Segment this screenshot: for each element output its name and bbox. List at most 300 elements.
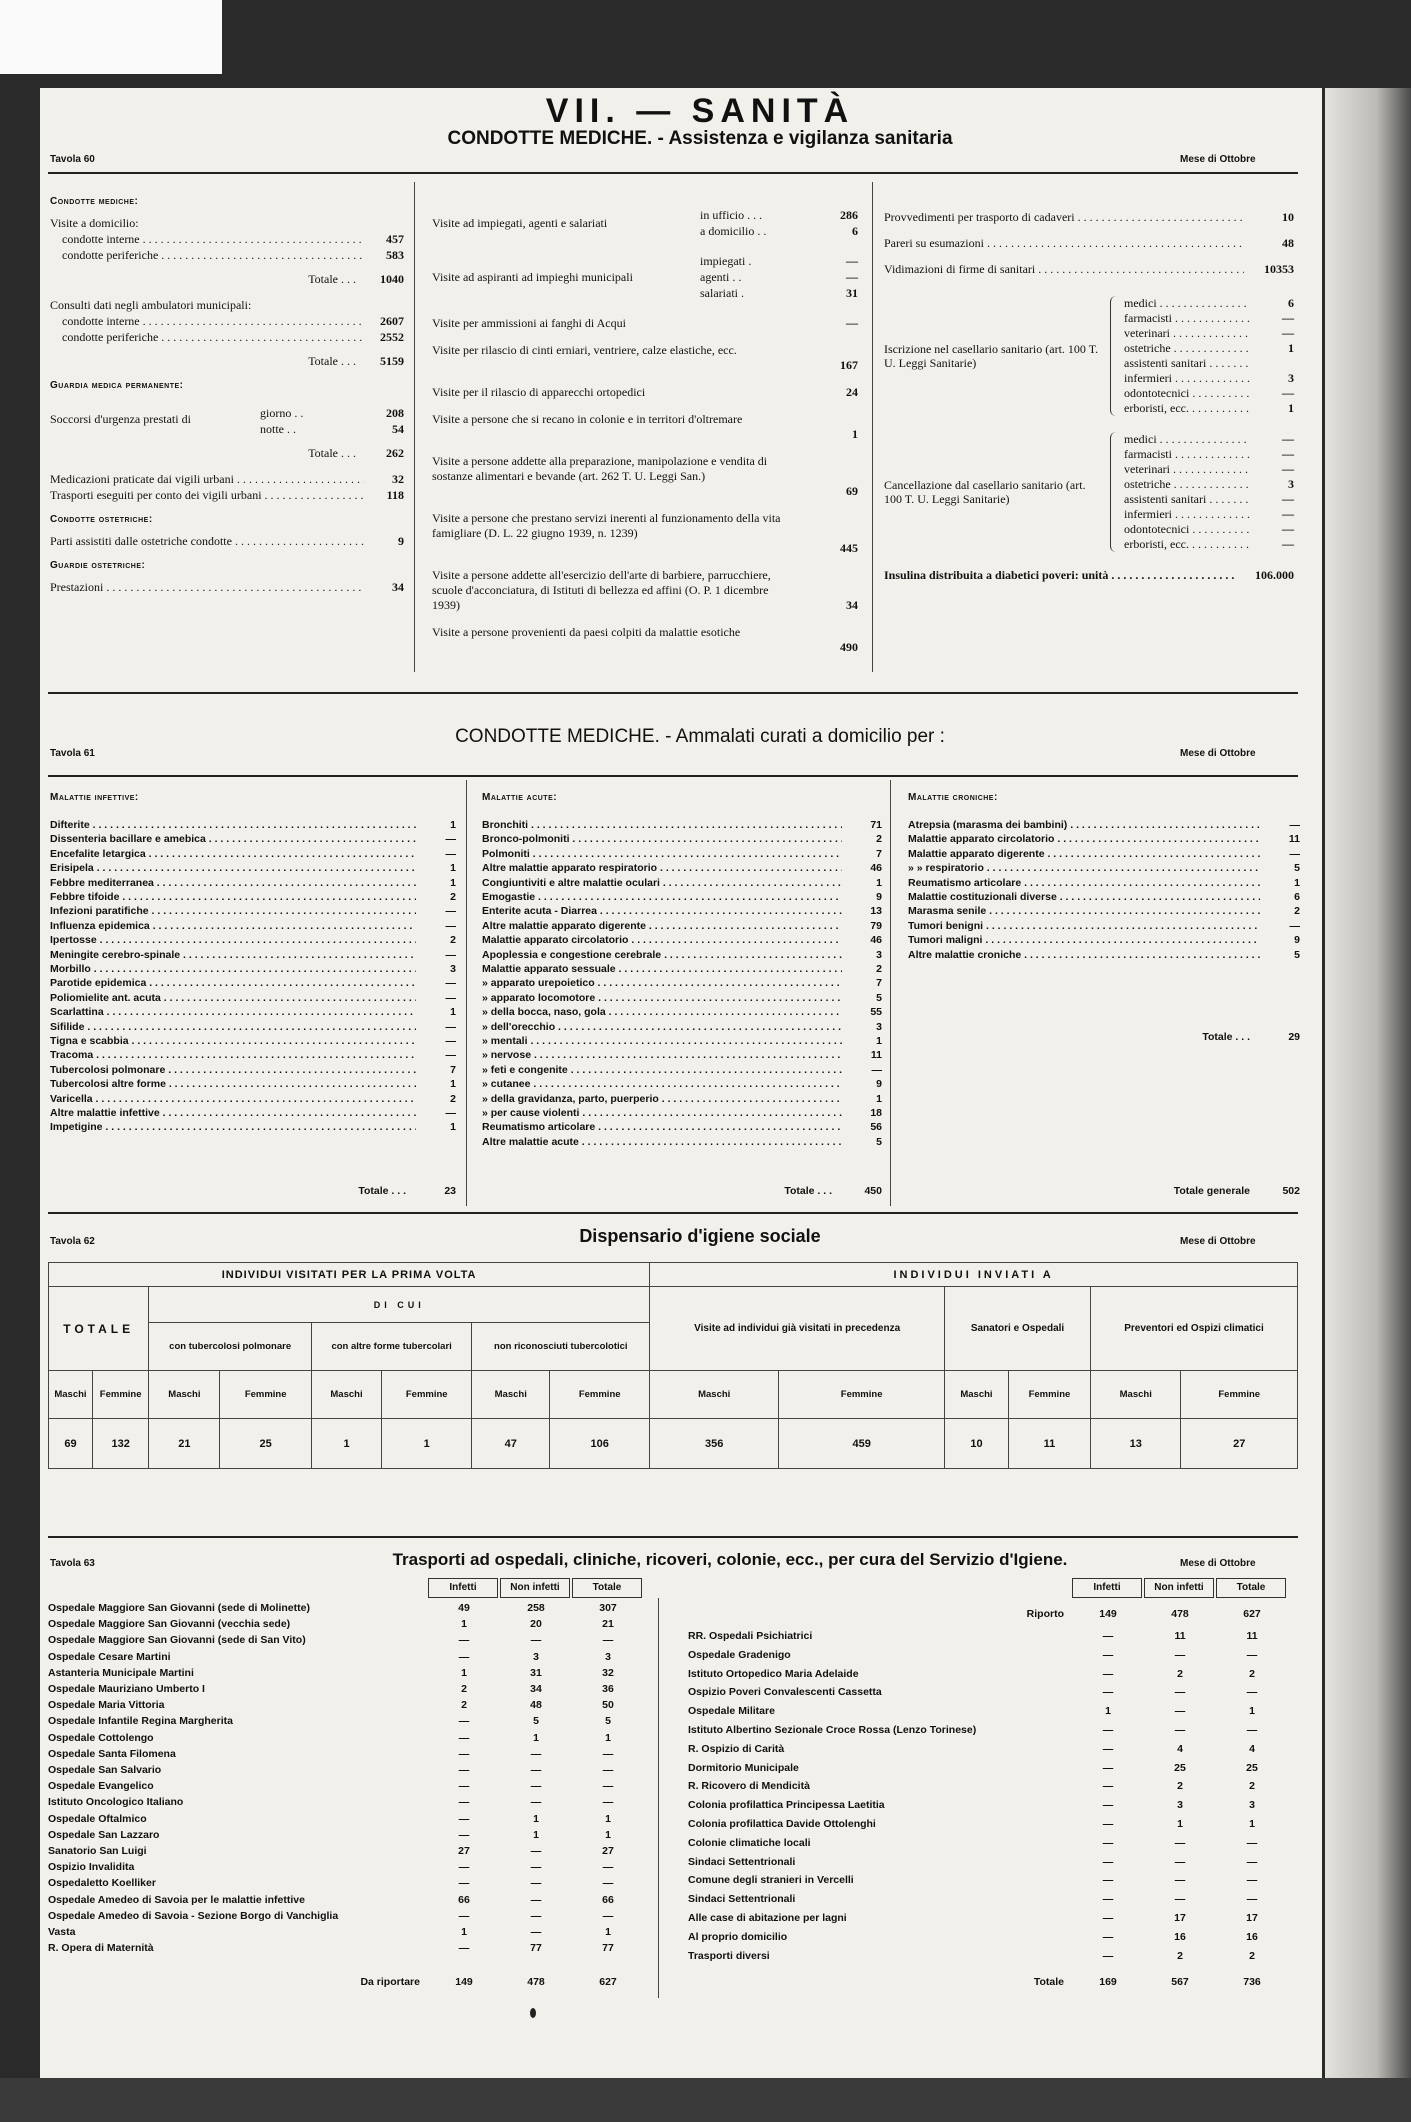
transport-count: 27 [602, 1845, 614, 1857]
spacer [1048, 1649, 1072, 1661]
disease-count: 11 [1288, 833, 1300, 846]
sex-header: Femmine [1181, 1371, 1298, 1419]
sex-header: Maschi [149, 1371, 220, 1419]
transport-count: — [1102, 1836, 1114, 1849]
disease-name: Congiuntiviti e altre malattie oculari . . . [482, 876, 842, 890]
transport-row [48, 1699, 644, 1711]
total-row [50, 354, 404, 368]
row-value: — [1282, 522, 1294, 536]
disease-name: Febbre mediterranea . . . [50, 876, 416, 890]
disease-name: Atrepsia (marasma dei bambini) . . . [908, 818, 1260, 832]
grand-total-value: 502 [1282, 1185, 1300, 1197]
transport-count: 2 [461, 1699, 467, 1712]
data-row [62, 314, 404, 328]
column-heading: Malattie acute: [482, 792, 558, 803]
transport-row [688, 1743, 1288, 1755]
disease-count: — [871, 1063, 882, 1076]
disease-count: 7 [450, 1063, 456, 1076]
transport-count: 77 [530, 1942, 542, 1955]
row-value: 10 [1282, 210, 1294, 224]
transport-row [688, 1856, 1288, 1868]
row-label: Parti assistiti dalle ostetriche condotte . . . . . [50, 534, 364, 548]
transport-count: 2 [1177, 1667, 1183, 1680]
disease-name: Infezioni paratifiche . . . [50, 904, 416, 918]
disease-name: » cutanee . . . [482, 1077, 842, 1091]
transport-count: 2 [1177, 1949, 1183, 1962]
table60-month: Mese di Ottobre [1180, 154, 1256, 165]
spacer [378, 1699, 428, 1711]
grand-total-label: Totale generale [1173, 1185, 1250, 1197]
transport-count: 1 [461, 1666, 467, 1679]
header-inviati: INDIVIDUI INVIATI A [650, 1263, 1298, 1287]
transport-count: 11 [1174, 1630, 1186, 1642]
transport-row [688, 1931, 1288, 1943]
data-row [50, 580, 404, 594]
total-value: 1040 [380, 272, 404, 286]
disease-row [482, 1106, 882, 1120]
disease-row [908, 933, 1300, 947]
transport-row [48, 1748, 644, 1760]
disease-row [482, 933, 882, 947]
spacer [1064, 1976, 1072, 1988]
transport-count: 1 [1249, 1818, 1255, 1830]
disease-row [50, 962, 456, 976]
disease-row [50, 876, 456, 890]
transport-count: — [602, 1909, 614, 1922]
column-heading: Malattie croniche: [908, 792, 998, 803]
grand-total-row [908, 1184, 1300, 1198]
row-value: 457 [386, 232, 404, 246]
transport-count: — [530, 1796, 542, 1809]
table60-col2 [432, 208, 862, 678]
disease-row [482, 1020, 882, 1034]
transport-count: 2 [1177, 1780, 1183, 1793]
spacer [1048, 1837, 1072, 1849]
transport-count: — [530, 1845, 542, 1857]
spacer [1048, 1912, 1072, 1924]
transport-count: — [1246, 1836, 1258, 1849]
transport-count: 258 [527, 1602, 545, 1614]
row-label: odontotecnici . . . [1124, 386, 1250, 400]
transport-count: 4 [1177, 1742, 1183, 1755]
disease-name: Tumori benigni . . . [908, 919, 1260, 933]
disease-row [908, 919, 1300, 933]
transport-count: 66 [458, 1893, 470, 1906]
transport-row [48, 1618, 644, 1630]
transport-row [48, 1796, 644, 1808]
transport-count: 5 [605, 1715, 611, 1728]
total-row [482, 1184, 882, 1198]
data-row [884, 210, 1294, 224]
scan-bottom-edge [0, 2078, 1411, 2122]
transport-count: 25 [1246, 1761, 1258, 1774]
visit-value: — [846, 270, 858, 284]
disease-row [482, 818, 882, 832]
disease-row [482, 919, 882, 933]
total-count: 149 [1099, 1608, 1117, 1620]
disease-name: » dell'orecchio . . . [482, 1020, 842, 1034]
disease-name: Febbre tifoide . . . [50, 890, 416, 904]
row-value: 34 [392, 580, 404, 594]
transport-count: — [602, 1861, 614, 1874]
disease-row [908, 818, 1300, 832]
disease-count: 7 [876, 977, 882, 990]
transport-row [48, 1732, 644, 1744]
total-value: 5159 [380, 354, 404, 368]
transport-row [688, 1668, 1288, 1680]
count-cell: 21 [149, 1419, 220, 1469]
total-row [748, 1608, 1288, 1620]
row-label: assistenti sanitari . . . [1124, 356, 1250, 370]
transport-count: — [602, 1796, 614, 1809]
transport-row [48, 1845, 644, 1857]
disease-name: » apparato urepoietico . . . [482, 976, 842, 990]
transport-count: 27 [458, 1845, 470, 1857]
row-label: Prestazioni . . . [50, 580, 364, 594]
transport-count: — [1102, 1742, 1114, 1755]
total-count: 736 [1243, 1976, 1261, 1988]
row-label: odontotecnici . . . [1124, 522, 1250, 536]
disease-name: Scarlattina . . . [50, 1005, 416, 1019]
row-label: infermieri . . . [1124, 371, 1250, 385]
disease-count: 3 [450, 963, 456, 975]
disease-count: — [1289, 919, 1300, 932]
spacer [1048, 1950, 1072, 1962]
row-label: Insulina distribuita a diabetici poveri: unità . . . [884, 568, 1234, 582]
spacer [378, 1796, 428, 1808]
disease-count: 1 [876, 1092, 882, 1105]
disease-count: 46 [870, 934, 882, 947]
header-non-tbc: non riconosciuti tubercolotici [472, 1323, 650, 1371]
total-count: 627 [599, 1976, 617, 1988]
visit-value: 1 [852, 427, 858, 441]
disease-name: Malattie costituzionali diverse . . . [908, 890, 1260, 904]
insulina-row [884, 568, 1294, 582]
sex-header: Maschi [311, 1371, 381, 1419]
row-value: 1 [1288, 401, 1294, 415]
data-row [1124, 477, 1294, 491]
visit-value: 445 [840, 541, 858, 555]
disease-name: Reumatismo articolare . . . [908, 876, 1260, 890]
row-label: Visite a domicilio: [50, 216, 139, 230]
disease-name: Enterite acuta - Diarrea . . . [482, 904, 842, 918]
visit-value: 31 [846, 286, 858, 300]
transport-count: 34 [530, 1683, 542, 1695]
disease-count: — [445, 977, 456, 990]
visit-value: 6 [852, 224, 858, 238]
transport-count: — [530, 1926, 542, 1938]
data-row [1124, 386, 1294, 400]
header-dicui: DI CUI [149, 1287, 650, 1323]
transport-row [688, 1630, 1288, 1642]
transport-count: — [458, 1747, 470, 1760]
count-cell: 10 [945, 1419, 1009, 1469]
disease-name: Erisipela . . . [50, 861, 416, 875]
transport-count: 5 [533, 1715, 539, 1728]
transport-count: — [1174, 1855, 1186, 1868]
row-value: 9 [398, 534, 404, 548]
row-label: Pareri su esumazioni . . . [884, 236, 1244, 250]
disease-row [482, 1077, 882, 1091]
spacer [378, 1942, 428, 1954]
visit-value: 286 [840, 208, 858, 222]
header-visitati: INDIVIDUI VISITATI PER LA PRIMA VOLTA [49, 1263, 650, 1287]
disease-name: Marasma senile . . . [908, 904, 1260, 918]
visit-label: Visite per ammissioni ai fanghi di Acqui [432, 316, 626, 330]
transport-count: 3 [533, 1650, 539, 1663]
count-cell: 47 [472, 1419, 550, 1469]
total-label: Totale . . . [358, 1185, 406, 1197]
row-label: giorno . . [260, 406, 304, 420]
total-row [908, 1030, 1300, 1044]
row-label: infermieri . . . [1124, 507, 1250, 521]
transport-row [48, 1634, 644, 1646]
visit-sub-label: agenti . . [700, 270, 742, 284]
disease-count: 2 [1294, 905, 1300, 918]
spacer [378, 1651, 428, 1663]
disease-count: 1 [450, 1006, 456, 1019]
destination-name: Ospedale Maggiore San Giovanni (sede di San Vito) [48, 1634, 306, 1647]
column-header: Non infetti [500, 1578, 570, 1598]
table63-number: Tavola 63 [50, 1558, 95, 1569]
disease-name: » nervose . . . [482, 1048, 842, 1062]
spacer [1048, 1705, 1072, 1717]
destination-name: Sindaci Settentrionali [688, 1855, 796, 1868]
transport-count: 1 [1177, 1818, 1183, 1830]
visit-label: Visite a persone che si recano in colonie e in territori d'oltremare [432, 412, 743, 426]
disease-name: Difterite . . . [50, 818, 416, 832]
visit-sub-label: salariati . [700, 286, 744, 300]
count-cell: 356 [650, 1419, 779, 1469]
transport-count: 1 [533, 1731, 539, 1744]
col-divider [414, 182, 415, 672]
disease-name: Varicella . . . [50, 1092, 416, 1106]
row-label: Vidimazioni di firme di sanitari . . . [884, 262, 1244, 276]
transport-count: — [1246, 1648, 1258, 1661]
casellario-label: Cancellazione dal casellario sanitario (art. 100 T. U. Leggi Sanitarie) [884, 478, 1086, 506]
disease-row [908, 876, 1300, 890]
spacer [378, 1602, 428, 1614]
transport-count: 1 [533, 1828, 539, 1841]
disease-row [50, 948, 456, 962]
row-value: — [1282, 326, 1294, 340]
disease-row [50, 976, 456, 990]
disease-count: 2 [450, 1092, 456, 1105]
transport-count: — [458, 1650, 470, 1663]
transport-row [688, 1874, 1288, 1886]
total-count: 169 [1099, 1976, 1117, 1988]
disease-name: Ipertosse . . . [50, 933, 416, 947]
row-value: 54 [392, 422, 404, 436]
destination-name: Ospedale Gradenigo [688, 1648, 791, 1661]
disease-count: 2 [876, 833, 882, 846]
spacer [1064, 1608, 1072, 1620]
disease-name: Bronchiti . . . [482, 818, 842, 832]
disease-count: 3 [876, 1020, 882, 1033]
disease-row [482, 1063, 882, 1077]
disease-count: 56 [870, 1121, 882, 1134]
col-divider [872, 182, 873, 672]
transport-row [48, 1861, 644, 1873]
transport-count: — [1102, 1799, 1114, 1812]
data-row [1124, 371, 1294, 385]
row-value: — [1282, 507, 1294, 521]
disease-count: 1 [1294, 876, 1300, 889]
transport-count: 1 [605, 1731, 611, 1744]
table61-number: Tavola 61 [50, 748, 95, 759]
table60-title: CONDOTTE MEDICHE. - Assistenza e vigilanza sanitaria [447, 128, 953, 149]
transport-count: — [602, 1634, 614, 1647]
spacer [378, 1715, 428, 1727]
brace [1110, 432, 1119, 552]
transport-count: — [1246, 1724, 1258, 1736]
spacer [1048, 1780, 1072, 1792]
spacer [378, 1910, 428, 1922]
disease-name: » della gravidanza, parto, puerperio . . . [482, 1092, 842, 1106]
destination-name: Ospedale Mauriziano Umberto I [48, 1683, 205, 1695]
disease-count: 18 [870, 1107, 882, 1119]
total-row [50, 446, 404, 460]
total-value: 23 [444, 1185, 456, 1197]
disease-count: — [1289, 819, 1300, 831]
disease-row [482, 962, 882, 976]
table63 [48, 1578, 1300, 1998]
transport-row [48, 1813, 644, 1825]
row-label: notte . . [260, 422, 296, 436]
disease-row [50, 919, 456, 933]
data-row [1124, 326, 1294, 340]
visit-value: 34 [846, 598, 858, 612]
divider [48, 172, 1298, 174]
destination-name: Colonia profilattica Principessa Laetitia [688, 1799, 885, 1812]
visit-label: Visite a persone addette all'esercizio dell'arte di barbiere, parrucchiere, scuole d'acconciatura, di Istituti di bellezza ed affini (O. P. 1 dicembre 1939) [432, 568, 771, 612]
row-value: 106.000 [1255, 568, 1294, 582]
transport-count: — [530, 1877, 542, 1890]
table61-title: CONDOTTE MEDICHE. - Ammalati curati a domicilio per : [455, 726, 945, 747]
destination-name: R. Ricovero di Mendicità [688, 1780, 810, 1793]
disease-row [50, 1005, 456, 1019]
row-value: 118 [386, 488, 404, 502]
disease-row [908, 948, 1300, 962]
row-value: 32 [392, 472, 404, 486]
disease-row [482, 1120, 882, 1134]
spacer [1048, 1893, 1072, 1905]
data-row [1124, 311, 1294, 325]
transport-row [48, 1602, 644, 1614]
transport-count: — [1102, 1893, 1114, 1906]
disease-count: 1 [876, 876, 882, 889]
column-heading: Malattie infettive: [50, 792, 139, 803]
transport-count: — [458, 1828, 470, 1841]
disease-row [482, 904, 882, 918]
disease-name: Encefalite letargica . . . [50, 847, 416, 861]
data-row [1124, 432, 1294, 446]
transport-count: 1 [461, 1926, 467, 1938]
transport-count: 49 [458, 1602, 470, 1614]
transport-row [48, 1877, 644, 1889]
transport-count: — [1102, 1667, 1114, 1680]
disease-name: Poliomielite ant. acuta . . . [50, 991, 416, 1005]
data-row [1124, 356, 1294, 370]
transport-count: — [458, 1715, 470, 1728]
row-label: ostetriche . . . [1124, 477, 1250, 491]
total-count: 478 [527, 1976, 545, 1988]
transport-count: 1 [533, 1812, 539, 1825]
transport-count: — [458, 1634, 470, 1647]
data-row [50, 488, 404, 502]
page-edge-shadow [1325, 88, 1411, 2078]
transport-count: — [1102, 1630, 1114, 1642]
transport-count: — [458, 1877, 470, 1890]
disease-count: 5 [876, 1135, 882, 1148]
spacer [378, 1634, 428, 1646]
table60-col3 [884, 210, 1294, 610]
transport-row [688, 1950, 1288, 1962]
destination-name: Ospedale Santa Filomena [48, 1747, 176, 1760]
transport-count: 2 [1249, 1780, 1255, 1793]
total-count: 478 [1171, 1608, 1189, 1620]
transport-count: — [1102, 1780, 1114, 1793]
transport-count: 1 [605, 1828, 611, 1841]
disease-row [482, 876, 882, 890]
transport-row [48, 1764, 644, 1776]
header-tbc-polmonare: con tubercolosi polmonare [149, 1323, 312, 1371]
spacer [378, 1618, 428, 1630]
sex-header: Maschi [49, 1371, 93, 1419]
row-value: — [1282, 386, 1294, 400]
transport-row [688, 1705, 1288, 1717]
transport-count: — [458, 1861, 470, 1874]
spacer [378, 1764, 428, 1776]
disease-count: 9 [876, 1078, 882, 1091]
spacer [1048, 1668, 1072, 1680]
transport-row [48, 1683, 644, 1695]
row-value: 10353 [1264, 262, 1294, 276]
data-row [1124, 537, 1294, 551]
transport-count: — [602, 1780, 614, 1793]
table63-title: Trasporti ad ospedali, cliniche, ricoveri, colonie, ecc., per cura del Servizio d'Igiene. [392, 1550, 1068, 1569]
row-label: condotte periferiche . . . [62, 330, 364, 344]
transport-count: 50 [602, 1699, 614, 1712]
transport-count: — [602, 1764, 614, 1776]
header-preventori: Preventori ed Ospizi climatici [1090, 1287, 1297, 1371]
transport-count: 77 [602, 1942, 614, 1955]
disease-name: » per cause violenti . . . [482, 1106, 842, 1120]
data-row [1124, 296, 1294, 310]
transport-count: 36 [602, 1683, 614, 1695]
divider [48, 692, 1298, 694]
disease-count: 7 [876, 847, 882, 860]
transport-count: 3 [1177, 1799, 1183, 1812]
disease-name: Meningite cerebro-spinale . . . [50, 948, 416, 962]
transport-count: — [1174, 1724, 1186, 1736]
spacer [420, 1976, 428, 1988]
transport-row [688, 1780, 1288, 1792]
destination-name: Ospedale Maggiore San Giovanni (vecchia sede) [48, 1618, 291, 1631]
total-label: Totale . . . [308, 272, 356, 286]
divider [48, 1536, 1298, 1538]
transport-count: — [1102, 1818, 1114, 1830]
disease-row [908, 832, 1300, 846]
destination-name: Ospedale Evangelico [48, 1780, 154, 1793]
disease-name: » » respiratorio . . . [908, 861, 1260, 875]
disease-count: 1 [450, 1121, 456, 1134]
transport-count: — [1102, 1855, 1114, 1868]
destination-name: Ospedale San Lazzaro [48, 1828, 160, 1841]
row-value: 2552 [380, 330, 404, 344]
row-value: — [1282, 447, 1294, 461]
data-row [1124, 341, 1294, 355]
